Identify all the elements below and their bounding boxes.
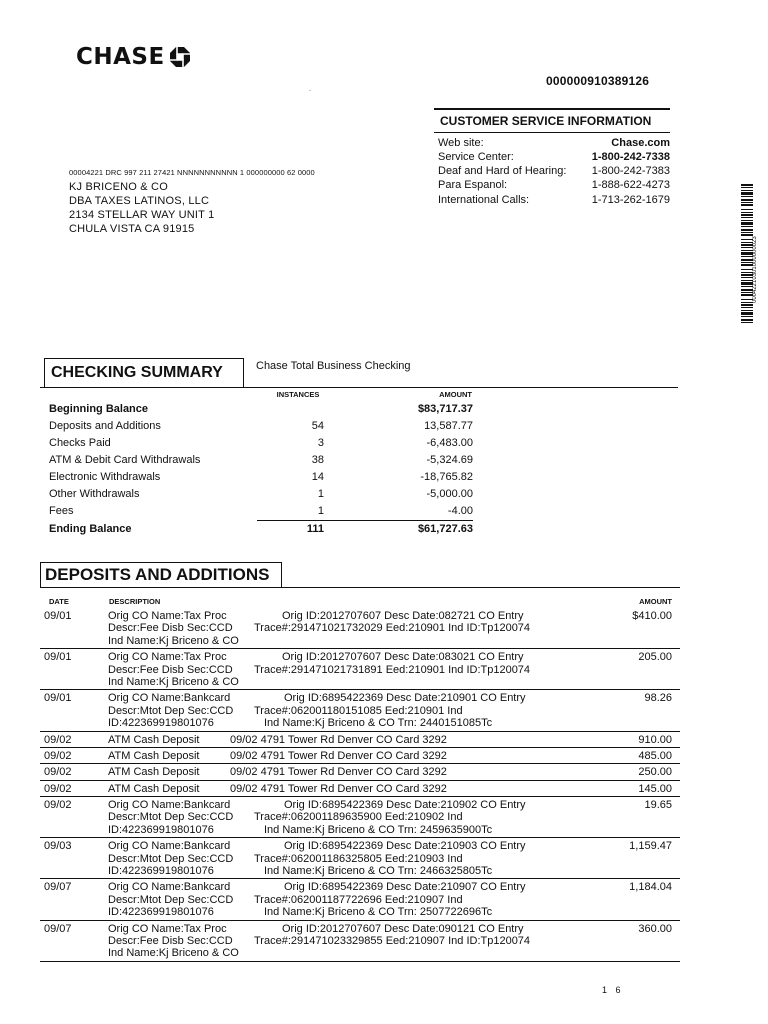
- description-part: Trace#:291471021731891 Eed:210901 Ind ID:Tp120074: [254, 663, 531, 676]
- deposit-row: [40, 797, 680, 838]
- description-part: Trace#:062001186325805 Eed:210903 Ind: [254, 852, 463, 865]
- description-part: Ind Name:Kj Briceno & CO Trn: 2459635900Tc: [264, 823, 493, 836]
- summary-amount: -18,765.82: [420, 471, 473, 483]
- description-part: Trace#:062001187722696 Eed:210907 Ind: [254, 893, 463, 906]
- summary-amount: -5,324.69: [426, 454, 473, 466]
- description-part: ID:422369919801076: [108, 717, 214, 730]
- description-part: Orig ID:2012707607 Desc Date:090121 CO Entry: [282, 922, 524, 935]
- description-part: Ind Name:Kj Briceno & CO Trn: 2440151085Tc: [264, 717, 493, 730]
- description-part: Descr:Mtot Dep Sec:CCD: [108, 852, 234, 865]
- description-line: [108, 923, 680, 935]
- barcode-bar: [741, 232, 753, 233]
- account-type: Chase Total Business Checking: [256, 360, 411, 372]
- column-header-description: DESCRIPTION: [109, 597, 161, 606]
- barcode-bar: [741, 212, 753, 213]
- description-part: Orig ID:6895422369 Desc Date:210907 CO Entry: [284, 881, 526, 894]
- deposit-amount: 360.00: [638, 922, 672, 935]
- mailing-address: [69, 168, 315, 236]
- summary-amount: -5,000.00: [426, 488, 473, 500]
- description-line: [108, 783, 680, 795]
- description-line: [108, 840, 680, 852]
- description-part: ID:422369919801076: [108, 906, 214, 919]
- deposit-amount: 1,184.04: [629, 881, 672, 894]
- column-header-amount: AMOUNT: [639, 597, 672, 606]
- description-line: [108, 717, 680, 729]
- page-number: 1 6: [602, 985, 621, 995]
- summary-row: [49, 520, 473, 537]
- cs-label: Service Center:: [438, 151, 514, 163]
- deposit-row: [40, 921, 680, 962]
- description-line: [108, 734, 680, 746]
- barcode-bar: [741, 192, 753, 195]
- deposit-description: [108, 840, 680, 877]
- barcode-bar: [741, 226, 753, 227]
- summary-instances: 111: [306, 523, 324, 535]
- barcode-bar: [741, 209, 753, 210]
- description-part: ATM Cash Deposit: [108, 749, 200, 762]
- chase-octagon-icon: [169, 46, 191, 68]
- deposit-description: [108, 750, 680, 762]
- description-part: Orig ID:6895422369 Desc Date:210902 CO Entry: [284, 799, 526, 812]
- barcode-bar: [741, 196, 753, 197]
- barcode-bar: [741, 214, 753, 216]
- description-part: Orig ID:6895422369 Desc Date:210903 CO Entry: [284, 840, 526, 853]
- description-line: [108, 906, 680, 918]
- deposit-date: 09/02: [44, 799, 72, 812]
- cs-row-international: [434, 193, 670, 207]
- deposit-date: 09/07: [44, 881, 72, 894]
- summary-row: [49, 503, 473, 520]
- deposit-date: 09/02: [44, 766, 72, 779]
- description-line: [108, 894, 680, 906]
- description-line: [108, 766, 680, 778]
- deposit-date: 09/01: [44, 610, 72, 622]
- cs-value: 1-800-242-7338: [591, 151, 670, 163]
- barcode-bar: [741, 229, 753, 231]
- description-part: Orig CO Name:Bankcard: [108, 840, 231, 853]
- cs-label: International Calls:: [438, 194, 530, 206]
- deposit-description: [108, 651, 680, 688]
- description-line: [108, 692, 680, 704]
- column-header-instances: INSTANCES: [276, 390, 320, 399]
- deposit-date: 09/07: [44, 922, 72, 935]
- barcode-bar: [741, 190, 753, 191]
- deposit-row: [40, 748, 680, 764]
- barcode-bar: [741, 204, 753, 206]
- summary-row: [49, 435, 473, 452]
- description-line: [108, 610, 680, 622]
- deposit-date: 09/03: [44, 840, 72, 853]
- description-part: Descr:Mtot Dep Sec:CCD: [108, 811, 234, 824]
- barcode-number: 00042210301000000023: [752, 236, 758, 303]
- description-part: Descr:Fee Disb Sec:CCD: [108, 663, 233, 676]
- description-line: [108, 664, 680, 676]
- deposit-row: [40, 690, 680, 731]
- description-line: [108, 865, 680, 877]
- description-line: [108, 881, 680, 893]
- customer-service-box: [434, 108, 670, 207]
- summary-label: Electronic Withdrawals: [49, 471, 161, 483]
- customer-service-list: [434, 136, 670, 207]
- summary-label: Fees: [49, 505, 74, 517]
- deposit-date: 09/01: [44, 692, 72, 705]
- deposit-date: 09/01: [44, 651, 72, 664]
- deposit-amount: 205.00: [638, 651, 672, 664]
- description-part: Orig CO Name:Bankcard: [108, 692, 231, 705]
- column-header-date: DATE: [49, 597, 69, 606]
- description-part: Trace#:291471021732029 Eed:210901 Ind ID:Tp120074: [254, 622, 531, 635]
- cs-value: 1-888-622-4273: [591, 179, 670, 191]
- deposit-date: 09/02: [44, 782, 72, 795]
- cs-label: Para Espanol:: [438, 179, 508, 191]
- description-part: Orig CO Name:Bankcard: [108, 799, 231, 812]
- deposit-row: [40, 608, 680, 649]
- column-header-amount: AMOUNT: [439, 390, 472, 399]
- summary-amount: $83,717.37: [417, 403, 473, 415]
- deposits-table: [40, 608, 680, 962]
- summary-instances: 1: [317, 505, 324, 517]
- deposit-description: [108, 734, 680, 746]
- description-line: [108, 811, 680, 823]
- summary-table: [49, 401, 473, 537]
- description-part: 09/02 4791 Tower Rd Denver CO Card 3292: [230, 749, 447, 762]
- description-part: Descr:Mtot Dep Sec:CCD: [108, 704, 234, 717]
- summary-instances: 14: [311, 471, 324, 483]
- description-part: Orig ID:6895422369 Desc Date:210901 CO Entry: [284, 692, 526, 705]
- deposits-header: [40, 562, 680, 588]
- summary-row: [49, 401, 473, 418]
- description-part: 09/02 4791 Tower Rd Denver CO Card 3292: [230, 782, 447, 795]
- summary-amount: -6,483.00: [426, 437, 473, 449]
- cs-row-service-center: [434, 150, 670, 164]
- barcode-bar: [741, 217, 753, 218]
- summary-row: [49, 418, 473, 435]
- deposit-description: [108, 881, 680, 918]
- summary-label: ATM & Debit Card Withdrawals: [49, 454, 201, 466]
- description-part: Descr:Fee Disb Sec:CCD: [108, 934, 233, 947]
- description-line: [108, 799, 680, 811]
- deposit-description: [108, 783, 680, 795]
- deposit-description: [108, 766, 680, 778]
- barcode-bar: [741, 220, 753, 221]
- deposit-row: [40, 781, 680, 797]
- description-part: Ind Name:Kj Briceno & CO: [108, 675, 239, 688]
- deposit-row: [40, 649, 680, 690]
- cs-website-link[interactable]: Chase.com: [611, 137, 670, 149]
- description-part: Ind Name:Kj Briceno & CO: [108, 947, 239, 960]
- description-part: Descr:Fee Disb Sec:CCD: [108, 622, 233, 635]
- deposit-amount: 250.00: [638, 766, 672, 779]
- description-part: Orig CO Name:Tax Proc: [108, 651, 227, 664]
- description-line: [108, 651, 680, 663]
- deposit-description: [108, 610, 680, 647]
- description-part: Trace#:291471023329855 Eed:210907 Ind ID:Tp120074: [254, 934, 531, 947]
- summary-label: Checks Paid: [49, 437, 111, 449]
- deposit-date: 09/02: [44, 749, 72, 762]
- deposit-row: [40, 764, 680, 780]
- deposit-amount: 910.00: [638, 733, 672, 746]
- description-part: Descr:Mtot Dep Sec:CCD: [108, 893, 234, 906]
- description-line: [108, 824, 680, 836]
- description-part: Ind Name:Kj Briceno & CO: [108, 634, 239, 647]
- address-line: CHULA VISTA CA 91915: [69, 223, 195, 235]
- description-part: Orig ID:2012707607 Desc Date:082721 CO Entry: [282, 610, 524, 622]
- summary-amount: 13,587.77: [424, 420, 473, 432]
- logo-text: CHASE: [76, 44, 165, 70]
- cs-value: 1-800-242-7383: [591, 165, 670, 177]
- deposit-amount: 485.00: [638, 749, 672, 762]
- section-title: DEPOSITS AND ADDITIONS: [40, 562, 282, 588]
- address-line: DBA TAXES LATINOS, LLC: [69, 195, 210, 207]
- cs-value: 1-713-262-1679: [591, 194, 670, 206]
- description-part: Ind Name:Kj Briceno & CO Trn: 2507722696Tc: [264, 906, 493, 919]
- cs-label: Deaf and Hard of Hearing:: [438, 165, 567, 177]
- summary-row: [49, 452, 473, 469]
- summary-label: Beginning Balance: [49, 403, 149, 415]
- print-mark: -: [309, 88, 311, 94]
- description-line: [108, 676, 680, 688]
- deposit-date: 09/02: [44, 733, 72, 746]
- description-line: [108, 635, 680, 647]
- section-title: CHECKING SUMMARY: [44, 358, 244, 388]
- deposit-description: [108, 692, 680, 729]
- description-part: ATM Cash Deposit: [108, 733, 200, 746]
- deposit-row: [40, 838, 680, 879]
- customer-service-title: CUSTOMER SERVICE INFORMATION: [434, 108, 670, 133]
- summary-instances: 38: [311, 454, 324, 466]
- description-part: Orig CO Name:Bankcard: [108, 881, 231, 894]
- description-part: Orig CO Name:Tax Proc: [108, 610, 227, 622]
- deposit-row: [40, 732, 680, 748]
- description-line: [108, 622, 680, 634]
- description-part: ATM Cash Deposit: [108, 766, 200, 779]
- deposit-description: [108, 923, 680, 960]
- description-part: Ind Name:Kj Briceno & CO Trn: 2466325805Tc: [264, 865, 493, 878]
- description-line: [108, 750, 680, 762]
- deposit-amount: 98.26: [644, 692, 672, 705]
- description-part: Trace#:062001180151085 Eed:210901 Ind: [254, 704, 463, 717]
- deposit-amount: 1,159.47: [629, 840, 672, 853]
- summary-instances: 54: [311, 420, 324, 432]
- deposit-description: [108, 799, 680, 836]
- barcode-bar: [741, 199, 753, 201]
- cs-row-deaf: [434, 164, 670, 178]
- description-part: ATM Cash Deposit: [108, 782, 200, 795]
- description-line: [108, 947, 680, 959]
- barcode-bar: [741, 222, 753, 225]
- description-part: Orig ID:2012707607 Desc Date:083021 CO Entry: [282, 651, 524, 664]
- description-line: [108, 853, 680, 865]
- description-part: 09/02 4791 Tower Rd Denver CO Card 3292: [230, 733, 447, 746]
- deposit-amount: $410.00: [632, 610, 672, 622]
- barcode-bar: [741, 184, 753, 186]
- description-part: ID:422369919801076: [108, 823, 214, 836]
- address-line: 2134 STELLAR WAY UNIT 1: [69, 209, 215, 221]
- barcode-bar: [741, 202, 753, 203]
- description-part: Trace#:062001189635900 Eed:210902 Ind: [254, 811, 463, 824]
- description-part: Orig CO Name:Tax Proc: [108, 922, 227, 935]
- address-line: KJ BRICENO & CO: [69, 181, 168, 193]
- checking-summary-header: [40, 358, 678, 388]
- cs-label: Web site:: [438, 137, 484, 149]
- account-number: 000000910389126: [546, 74, 650, 88]
- summary-label: Ending Balance: [49, 523, 132, 535]
- summary-row: [49, 486, 473, 503]
- summary-label: Deposits and Additions: [49, 420, 161, 432]
- deposit-amount: 145.00: [638, 782, 672, 795]
- summary-instances: 1: [317, 488, 324, 500]
- description-line: [108, 935, 680, 947]
- barcode-bar: [741, 187, 753, 188]
- deposit-row: [40, 879, 680, 920]
- mail-routing-code: 00004221 DRC 997 211 27421 NNNNNNNNNNN 1 000000000 62 0000: [69, 168, 315, 177]
- description-line: [108, 705, 680, 717]
- cs-row-espanol: [434, 178, 670, 192]
- description-part: ID:422369919801076: [108, 865, 214, 878]
- cs-row-website: [434, 136, 670, 150]
- summary-amount: $61,727.63: [417, 523, 473, 535]
- chase-logo: [76, 44, 191, 70]
- summary-instances: 3: [317, 437, 324, 449]
- deposit-amount: 19.65: [644, 799, 672, 812]
- summary-row: [49, 469, 473, 486]
- summary-label: Other Withdrawals: [49, 488, 140, 500]
- summary-amount: -4.00: [447, 505, 473, 517]
- description-part: 09/02 4791 Tower Rd Denver CO Card 3292: [230, 766, 447, 779]
